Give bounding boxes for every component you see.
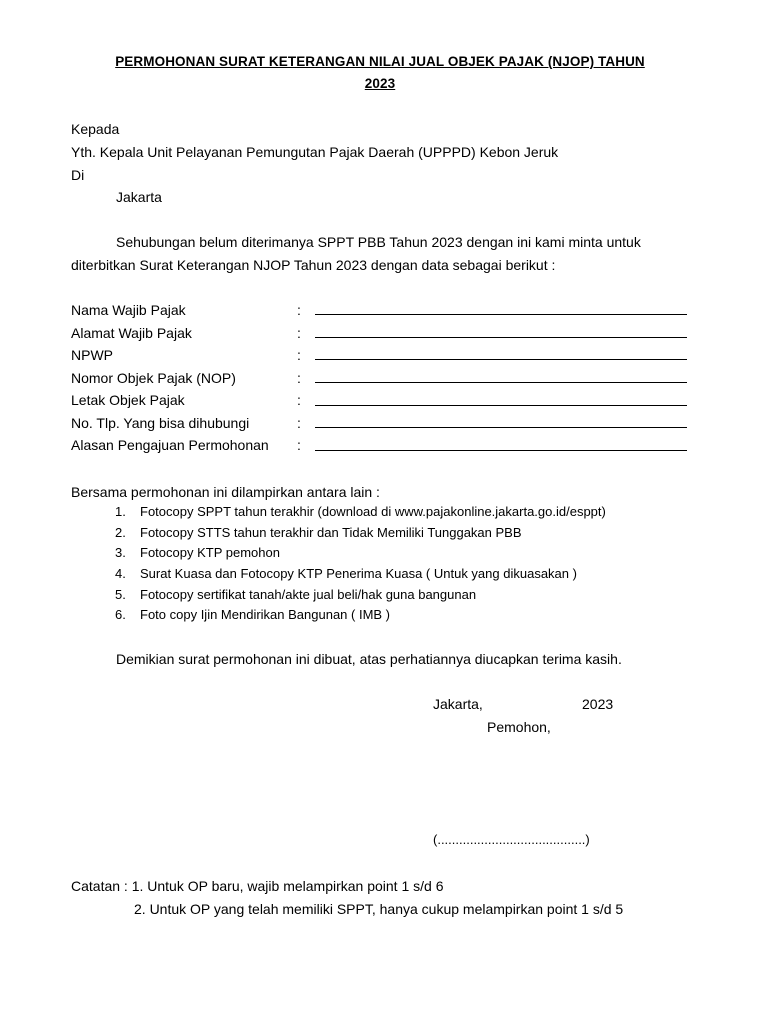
field-line-letak[interactable] <box>315 405 687 406</box>
intro-line1: Sehubungan belum diterimanya SPPT PBB Tahun 2023 dengan ini kami minta untuk <box>116 234 641 250</box>
recipient-kepada: Kepada <box>71 121 120 137</box>
field-colon: : <box>297 347 301 363</box>
field-line-npwp[interactable] <box>315 359 687 360</box>
field-label-letak: Letak Objek Pajak <box>71 392 185 408</box>
field-colon: : <box>297 370 301 386</box>
document-title-line2: 2023 <box>364 76 396 91</box>
list-item-text: Fotocopy KTP pemohon <box>140 545 280 560</box>
list-item-number: 4. <box>115 566 126 581</box>
recipient-city: Jakarta <box>116 189 162 205</box>
list-item-number: 3. <box>115 545 126 560</box>
field-line-nama[interactable] <box>315 314 687 315</box>
list-item-text: Fotocopy sertifikat tanah/akte jual beli/hak guna bangunan <box>140 587 477 602</box>
note-line2: 2. Untuk OP yang telah memiliki SPPT, hanya cukup melampirkan point 1 s/d 5 <box>134 901 624 917</box>
field-label-telepon: No. Tlp. Yang bisa dihubungi <box>71 415 250 431</box>
field-label-nama: Nama Wajib Pajak <box>71 302 186 318</box>
field-label-alasan: Alasan Pengajuan Permohonan <box>71 437 269 453</box>
list-item-number: 2. <box>115 525 126 540</box>
list-item-text: Fotocopy STTS tahun terakhir dan Tidak Memiliki Tunggakan PBB <box>140 525 522 540</box>
list-item-number: 1. <box>115 504 126 519</box>
intro-line2: diterbitkan Surat Keterangan NJOP Tahun 2023 dengan data sebagai berikut : <box>71 257 556 273</box>
field-colon: : <box>297 437 301 453</box>
field-label-npwp: NPWP <box>71 347 113 363</box>
field-line-telepon[interactable] <box>315 427 687 428</box>
note-line1: Catatan : 1. Untuk OP baru, wajib melampirkan point 1 s/d 6 <box>71 878 444 894</box>
list-item-number: 5. <box>115 587 126 602</box>
signature-role: Pemohon, <box>487 719 551 735</box>
document-title-line1: PERMOHONAN SURAT KETERANGAN NILAI JUAL OBJEK PAJAK (NJOP) TAHUN <box>115 54 645 69</box>
field-colon: : <box>297 415 301 431</box>
signature-place: Jakarta, <box>433 696 483 712</box>
field-label-nop: Nomor Objek Pajak (NOP) <box>71 370 236 386</box>
field-line-alasan[interactable] <box>315 450 687 451</box>
recipient-yth: Yth. Kepala Unit Pelayanan Pemungutan Pajak Daerah (UPPPD) Kebon Jeruk <box>71 144 559 160</box>
attachments-intro: Bersama permohonan ini dilampirkan antara lain : <box>71 484 380 500</box>
closing-text: Demikian surat permohonan ini dibuat, atas perhatiannya diucapkan terima kasih. <box>116 651 622 667</box>
list-item-text: Foto copy Ijin Mendirikan Bangunan ( IMB ) <box>140 607 391 622</box>
field-line-nop[interactable] <box>315 382 687 383</box>
list-item-text: Surat Kuasa dan Fotocopy KTP Penerima Kuasa ( Untuk yang dikuasakan ) <box>140 566 577 581</box>
field-colon: : <box>297 392 301 408</box>
list-item-text: Fotocopy SPPT tahun terakhir (download di www.pajakonline.jakarta.go.id/esppt) <box>140 504 606 519</box>
signature-name-placeholder: (.........................................) <box>433 832 590 847</box>
recipient-di: Di <box>71 167 85 183</box>
list-item-number: 6. <box>115 607 126 622</box>
field-colon: : <box>297 325 301 341</box>
signature-year: 2023 <box>582 696 614 712</box>
field-line-alamat[interactable] <box>315 337 687 338</box>
field-colon: : <box>297 302 301 318</box>
field-label-alamat: Alamat Wajib Pajak <box>71 325 192 341</box>
